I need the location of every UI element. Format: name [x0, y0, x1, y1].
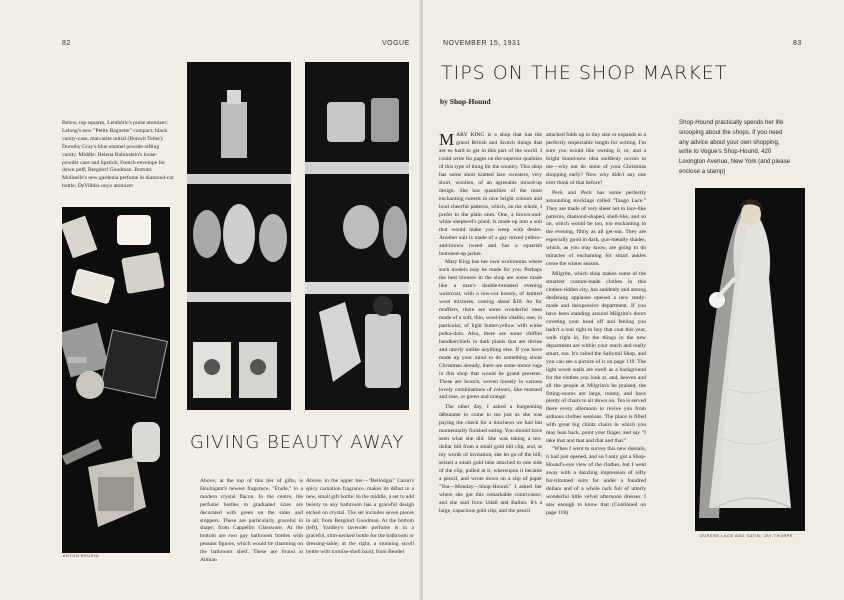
right-col2-p3: Milgrim, which shop makes some of the smartest custom-made clothes in this clothes-ridden city, has suddenly and among deafening applause opened a new ready-made and inexpensive department. If you have been standing around Milgrim's doors coveting your head off and feeling you hadn't a real right to buy that coat this year, walk right in, for the things in the new department are within your reach and really smart, too. It's called the Sallymil Shop, and you can see a picture of it on page 118. The light wood walls are swell as a background for the clothes you look at, and, heaven and all the people at Milgrim's be praised, the fitting-rooms are large, roomy, and have plenty of chairs to sit down on. Tea is served there every afternoon to revive you from arduous clothes sessions. The place is filled with great big chintz chairs in which you may lean back, point your finger, and say "I take that and that and that and that." [546, 271, 646, 445]
right-folio: 83 [793, 40, 802, 47]
byline: by Shop-Hound [440, 97, 491, 106]
right-col1-p2: Mary King has her own workrooms where such models may be made for you. Perhaps the best blouses in the shop are some made like a man's double-breasted evening waistcoat, with a low-cut bosom, of knitted wool mixtures, costing about $18. As for mufflers, there are some wonderful ones made of a soft, thin, wool-like challis; one, in particular, of light butter-yellow with white polka-dots. Also, there are some chiffon handkerchiefs in dark plaids that are divine and utterly unlike anything else. If you have made up your mind to do something about Christmas already, there are some motor rugs in this shop that would be grand presents. These are Scotch, woven loosely in various lovely combinations of colours, like mustard and rose, or green and orange. [439, 259, 542, 401]
perfume-photo-left-art [187, 62, 291, 410]
right-col2-p4: "When I went to survey this new domain, it had just opened, and so I only got a Shop-Hound's-eye view of the clothes, but I went away with a dazzling impression of nifty fur-trimmed suits for under a hundred dollars and of a whole rack full of utterly wonderful little velvet afternoon dresses. I saw enough to know that (Continued on page 118) [546, 446, 646, 516]
right-page [423, 0, 844, 600]
right-col2-p1: attached folds up to tiny size or expands to a perfectly respectable length for writing. I'm sure you would like owning it, or, and a bright brand-new idea suddenly occurs to me—why not do some of your Christmas shopping early? Now why didn't any one ever think of that before? [546, 132, 646, 186]
perfume-photo-left [187, 62, 291, 410]
illustration-caption: DURENE LACE AND SATIN; JAY-THORPE [700, 534, 794, 538]
left-page [0, 0, 421, 600]
photo-credit: ANTON BRUEHL [63, 554, 100, 558]
side-note: Shop-Hound practically spends her life snooping about the shops. If you need any advice about your own shopping, write to Vogue's Shop-Hound, 420 Lexington Avenue, New York (and please enclose a stamp) [679, 119, 791, 175]
left-col2: Above, in the upper tier—"Bellodgia" Caron's spicy carnation fragrance, makes its début in a new, small gift bottle. In the middle, a set to add beauty to any bathroom has a graceful design etched on crystal. The set includes seven pieces in all; from Bergdorf Goodman. At the bottom (left), Yardley's lavender perfume is in a graceful, slim-necked bottle for the bathroom or dressing-table; at the right, a stunning scroll bottle with tortoise-shell band; from Bendel [306, 478, 414, 556]
left-folio: 82 [62, 40, 71, 47]
caption-top: Below, top squares, Lenthéric's purse atomizer; Lelong's new "Petite Baguette" compact; black vanity-case, marcasite initial (Bonwit Teller); Dorothy Gray's blue enamel powder-sifting vanity. Middle: Helena Rubinstein's loose-powder case and lipstick; French envelope for down puff; Bergdorf Goodman. Bottom: Molinelle's new gardenia perfume in diamond-cut bottle; DeVilbiss onyx atomizer [62, 120, 174, 190]
bridal-illustration-art [695, 188, 805, 531]
dropcap: M [439, 130, 455, 149]
perfume-photo-right-art [305, 62, 409, 410]
perfume-photo-right [305, 62, 409, 410]
left-header: VOGUE [382, 40, 410, 47]
vanities-photo [62, 207, 170, 553]
page-title: TIPS ON THE SHOP MARKET [441, 62, 728, 84]
vanities-photo-art [62, 207, 170, 553]
right-col1-p1: ARY KING is a shop that has the grand British and Scotch things that are so hard to get in this part of the world. I could write for pages on the superior qualities of this type of thing for the country. This shop has some short knitted lace sweaters, very short, woollen, of an agreeable mixed-up design. She has quantities of the most enchanting tweeds in nice bright colours and loud cheerful patterns, which, on the whole, I prefer to the plain ones. One, a brown-and-white shepherd's plaid, is made up into a suit that would make you weep with desire. Another suit is made of a gay mixed yellow-and-brown tweed and has a squarish buttoned-up jacket. [439, 132, 543, 258]
right-col1 [439, 132, 542, 516]
right-header-date: NOVEMBER 15, 1931 [443, 40, 521, 47]
bridal-illustration [695, 188, 805, 531]
right-col2-p2: Peck and Peck has some perfectly astounding stockings called "Tango Lace." They are made of very sheer net in lace-like patterns, diamond-shaped, shell-like, and so on, which would be too, too enchanting in the evening, filmy as all get-out. They are especially good in dark, gun-metally shades, which, as you may know, are going to do miracles of enchanting for smart ankles come the winter season. [546, 189, 646, 268]
left-headline: GIVING BEAUTY AWAY [190, 432, 405, 453]
left-col1: Above, at the top of this tier of gifts, is Houbigant's newest fragrance, "Étude," in a modern crystal flacon. In the centre, the perfume bottles in graduated sizes are decorated with green on the sides and stoppers. These are particularly graceful in shape; from Cappellin Glassware. At the bottom are two gay bathroom bottles with peasant figures, which would be charming on the bathroom shelf. These are found at Altman [200, 478, 303, 564]
right-col2 [546, 132, 646, 518]
right-col1-p3: The other day, I asked a burgeoning débutante to come to tea just as she was paying the check for a luncheon we had but momentarily finished eating. You should have seen what she did. She was taking a ten-dollar bill from a small gold bill clip, and, at my words of invitation, she let go of the bill, seized a small gold tube attached to one side of the clip, pulled at it, whereupon it became a pencil, and wrote down on a slip of paper "Tea—Monday—Shop-Hound." I asked her where she got this remarkable contrivance, and she said from Udall and Ballou. It's a large, capacious gold clip, and the pencil [439, 404, 543, 514]
